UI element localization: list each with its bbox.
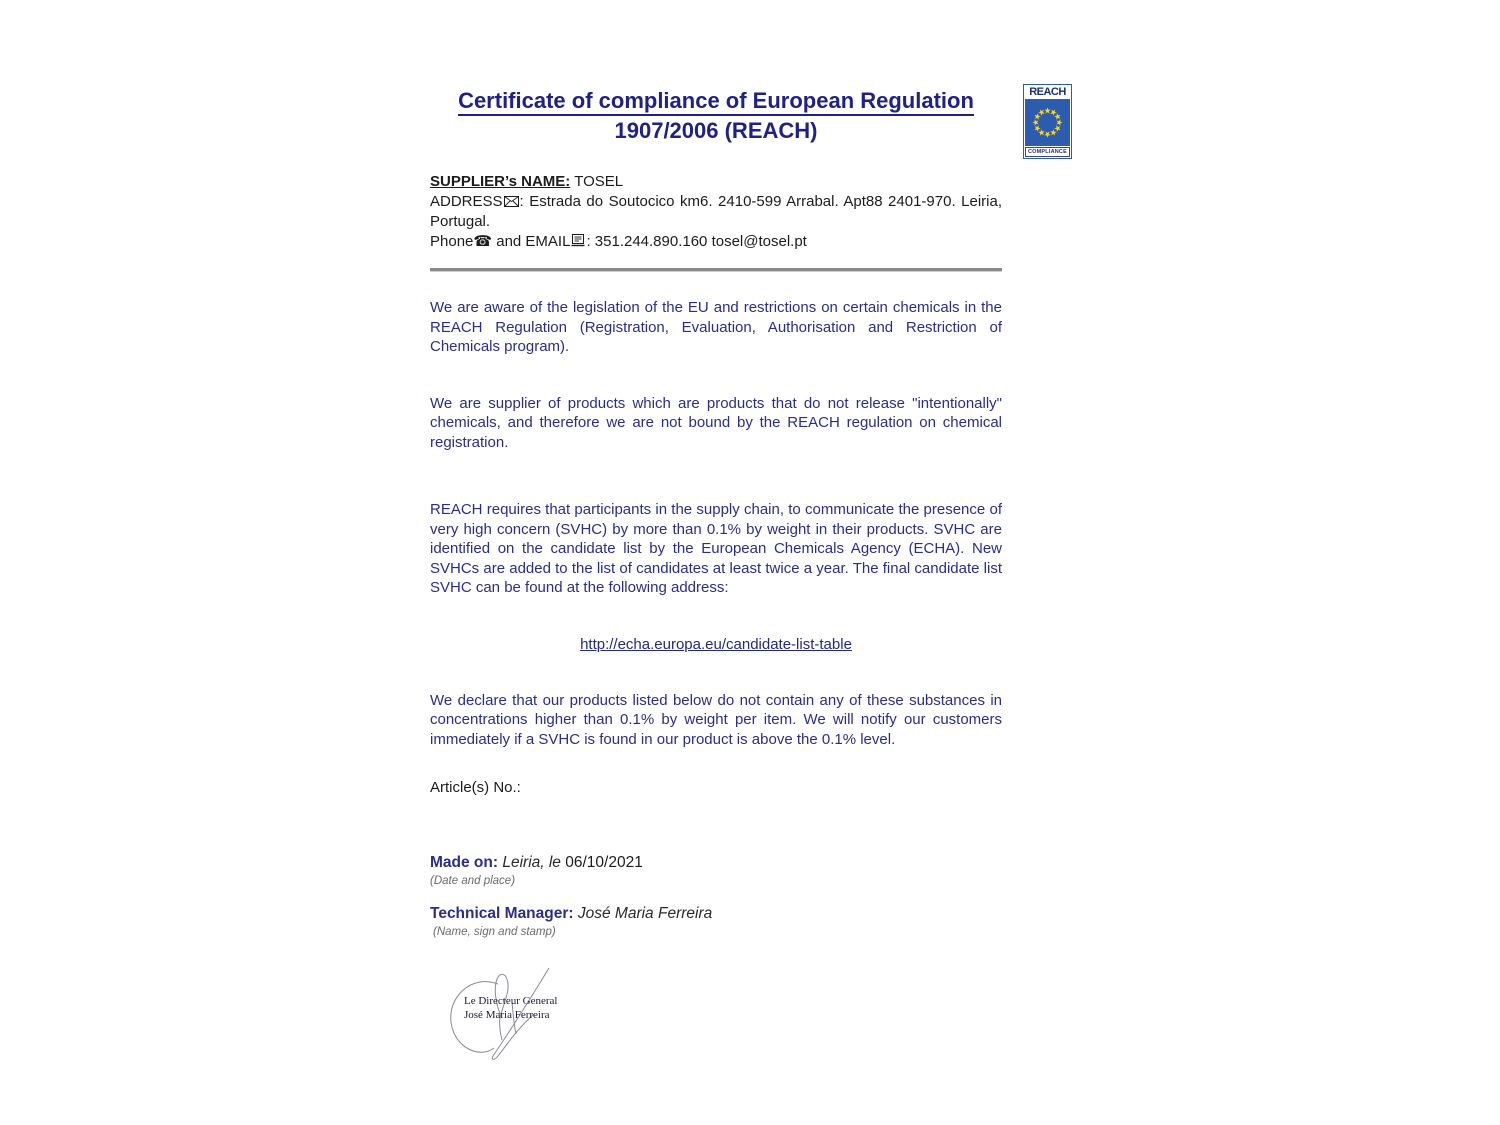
envelope-icon xyxy=(504,196,519,207)
signature-name: José Maria Ferreira xyxy=(464,1009,550,1021)
article-number-label: Article(s) No.: xyxy=(430,779,521,796)
candidate-list-link[interactable]: http://echa.europa.eu/candidate-list-table xyxy=(580,635,852,653)
certificate-title xyxy=(430,86,1002,146)
made-on-date: 06/10/2021 xyxy=(565,854,643,871)
candidate-list-link-row xyxy=(430,636,1002,653)
reach-logo-compliance-label: COMPLIANCE xyxy=(1025,147,1070,157)
address-value: : Estrada do Soutocico km6. 2410-599 Arrabal. Apt88 2401-970. Leiria, Portugal. xyxy=(430,193,1002,230)
technical-manager-name: José Maria Ferreira xyxy=(577,905,713,922)
paragraph-reach-requirements: REACH requires that participants in the supply chain, to communicate the presence of very high concern (SVHC) by more than 0.1% by weight in their products. SVHC are identified on the candidate list by the European Chemicals Agency (ECHA). New SVHCs are added to the list of candidates at least twice a year. The final candidate list SVHC can be found at the following address: xyxy=(430,501,1002,596)
supplier-block xyxy=(430,172,1002,252)
date-place-caption: (Date and place) xyxy=(430,875,516,887)
phone-icon: ☎ xyxy=(473,233,493,250)
contact-value: : 351.244.890.160 tosel@tosel.pt xyxy=(586,233,807,250)
certificate-title-line1: Certificate of compliance of European Regulation xyxy=(458,88,974,116)
technical-manager-line xyxy=(430,905,1002,923)
certificate-title-line2: 1907/2006 (REACH) xyxy=(614,118,818,143)
reach-logo-title: REACH xyxy=(1029,86,1066,98)
document-body xyxy=(430,0,1002,1068)
paragraph-declaration: We declare that our products listed below do not contain any of these substances in concentrations higher than 0.1% by weight per item. We will notify our customers immediately if a SVHC is found in our product is above the 0.1% level. xyxy=(430,691,1002,748)
name-sign-stamp-caption: (Name, sign and stamp) xyxy=(433,926,556,938)
supplier-name-line xyxy=(430,172,1002,192)
email-label: and EMAIL xyxy=(492,233,571,250)
supplier-contact-line xyxy=(430,232,1002,252)
technical-manager-label: Technical Manager: xyxy=(430,905,574,922)
made-on-place: Leiria, le xyxy=(502,854,561,871)
made-on-line xyxy=(430,854,1002,872)
made-on-label: Made on: xyxy=(430,854,499,871)
eu-stars-icon xyxy=(1025,99,1070,146)
paragraph-awareness: We are aware of the legislation of the EU and restrictions on certain chemicals in the REACH Regulation (Registration, Evaluation, Authorisation and Restriction of Chemicals program). xyxy=(430,299,1002,355)
supplier-address-line xyxy=(430,192,1002,232)
reach-compliance-logo xyxy=(1023,84,1072,159)
signature-stamp-text xyxy=(464,994,557,1022)
paragraph-supplier-statement: We are supplier of products which are products that do not release "intentionally" chemicals, and therefore we are not bound by the REACH regulation on chemical registration. xyxy=(430,394,1002,451)
phone-label: Phone xyxy=(430,233,474,250)
signature-block xyxy=(436,962,558,1068)
horizontal-rule xyxy=(430,268,1002,272)
computer-icon xyxy=(571,234,585,247)
supplier-name-value: TOSEL xyxy=(570,173,624,190)
signature-title: Le Directeur General xyxy=(464,995,558,1007)
supplier-name-label: SUPPLIER’s NAME: xyxy=(430,173,571,190)
address-label: ADDRESS xyxy=(430,193,503,210)
